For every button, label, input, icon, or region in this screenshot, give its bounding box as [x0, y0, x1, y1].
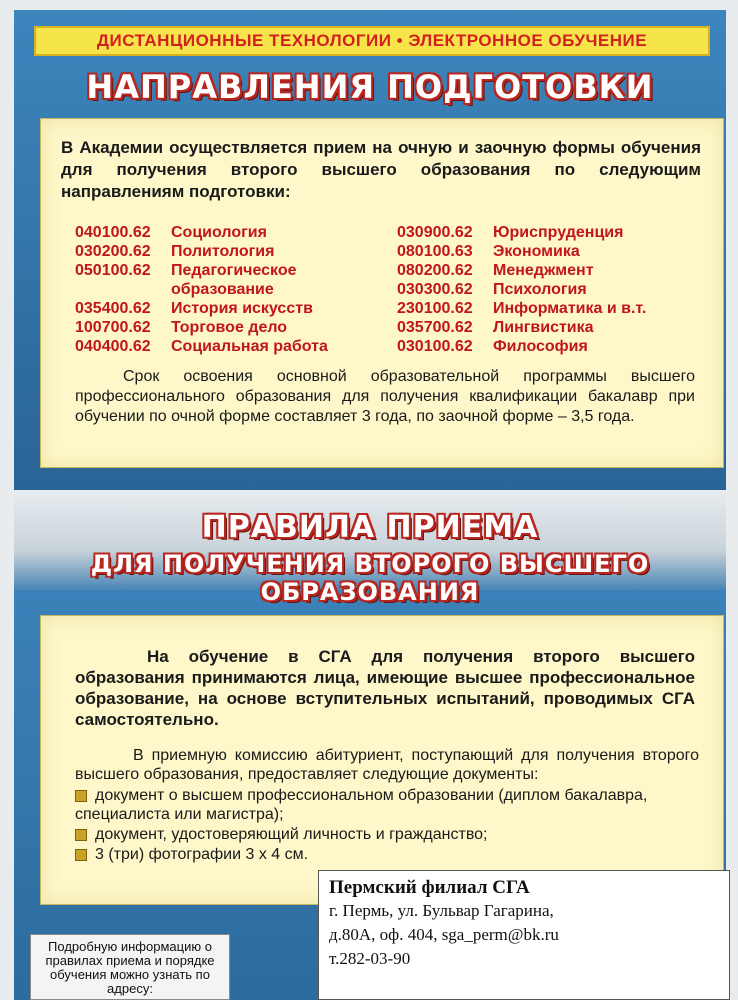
rules-lead: На обучение в СГА для получения второго высшего образования принимаются лица, имеющие высшее профессиональное образование, на основе вступительных испытаний, проводимых СГА самостоятельно.: [75, 647, 695, 729]
study-term-text: Срок освоения основной образовательной программы высшего профессионального образования для получения квалификации бакалавр при обучении по очной форме составляет 3 года, по заочной форме – 3,5 года.: [75, 368, 695, 425]
program-item: 230100.62 Информатика и в.т.: [397, 300, 647, 317]
contact-phone: т.282-03-90: [329, 949, 411, 968]
info-box: Подробную информацию о правилах приема и порядке обучения можно узнать по адресу:: [30, 934, 230, 1000]
directions-title: НАПРАВЛЕНИЯ ПОДГОТОВКИ: [86, 68, 654, 106]
program-item: 030200.62 Политология: [75, 243, 275, 260]
contact-address-line: д.80А, оф. 404, sga_perm@bk.ru: [329, 925, 559, 944]
bullet-square-icon: [75, 849, 87, 861]
directions-panel: [40, 118, 724, 468]
contact-address-line: г. Пермь, ул. Бульвар Гагарина,: [329, 901, 554, 920]
doc-item: 3 (три) фотографии 3 х 4 см.: [75, 845, 695, 864]
program-item: 040100.62 Социология: [75, 224, 267, 241]
program-item: 080200.62 Менеджмент: [397, 262, 594, 279]
contact-box: [318, 870, 730, 1000]
brochure-page: [14, 10, 726, 1000]
rules-title: ПРАВИЛА ПРИЕМА: [201, 510, 539, 545]
directions-intro: В Академии осуществляется прием на очную и заочную формы обучения для получения второго высшего образования по следующим направлениям подготовки:: [61, 138, 701, 201]
bullet-square-icon: [75, 790, 87, 802]
directions-right-list: [397, 223, 717, 356]
contact-name: Пермский филиал СГА: [329, 877, 530, 898]
program-item: 030300.62 Психология: [397, 281, 587, 298]
program-item: 030900.62 Юриспруденция: [397, 224, 624, 241]
program-item: 030100.62 Философия: [397, 338, 588, 355]
directions-left-list: [75, 223, 395, 356]
program-item: 035400.62 История искусств: [75, 300, 313, 317]
program-item: 050100.62 Педагогическое образование: [75, 262, 297, 298]
doc-item: документ, удостоверяющий личность и гражданство;: [75, 825, 695, 844]
header-strip: ДИСТАНЦИОННЫЕ ТЕХНОЛОГИИ • ЭЛЕКТРОННОЕ ОБУЧЕНИЕ: [34, 26, 710, 56]
program-item: 040400.62 Социальная работа: [75, 338, 328, 355]
docs-intro: В приемную комиссию абитуриент, поступающий для получения второго высшего образования, предоставляет следующие документы:: [75, 747, 699, 783]
rules-subtitle: ДЛЯ ПОЛУЧЕНИЯ ВТОРОГО ВЫСШЕГО ОБРАЗОВАНИЯ: [90, 550, 650, 606]
program-item: 035700.62 Лингвистика: [397, 319, 594, 336]
doc-item: документ о высшем профессиональном образовании (диплом бакалавра, специалиста или магистра);: [75, 787, 648, 823]
bullet-square-icon: [75, 829, 87, 841]
program-item: 080100.63 Экономика: [397, 243, 580, 260]
program-item: 100700.62 Торговое дело: [75, 319, 288, 336]
rules-panel: [40, 615, 724, 905]
